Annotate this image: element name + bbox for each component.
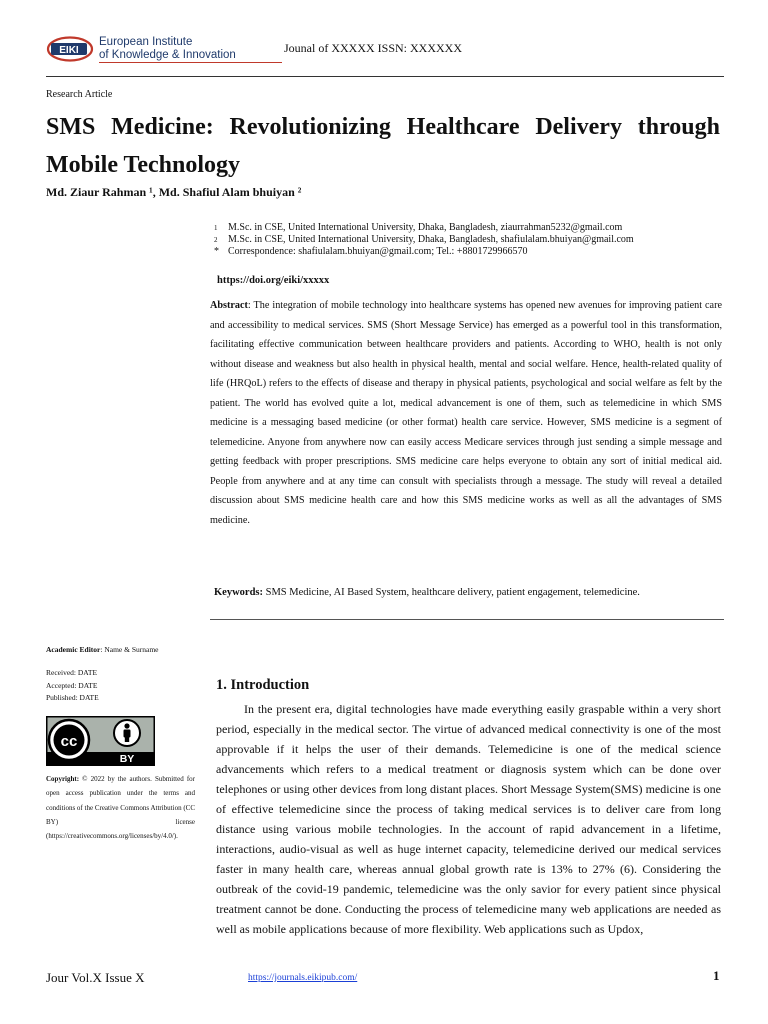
correspondence-mark: * (214, 246, 219, 257)
affiliation-2 (214, 234, 724, 246)
keywords-text: SMS Medicine, AI Based System, healthcare delivery, patient engagement, telemedicine. (263, 587, 640, 598)
published-date: Published: DATE (46, 693, 99, 702)
correspondence (214, 246, 724, 258)
journal-logo (46, 33, 246, 65)
institute-name (99, 36, 236, 62)
logo-underline (99, 62, 282, 63)
editor-label: Academic Editor (46, 645, 101, 654)
cc-icon (49, 720, 89, 760)
editor-name: : Name & Surname (100, 645, 159, 654)
institute-name-line1: European Institute (99, 36, 193, 48)
footer-volume-issue: Jour Vol.X Issue X (46, 970, 145, 985)
author-list: Md. Ziaur Rahman ¹, Md. Shafiul Alam bhuiyan ² (46, 185, 302, 199)
abstract (210, 296, 722, 530)
attribution-icon (114, 720, 140, 746)
keywords-label: Keywords: (214, 587, 263, 598)
accepted-date: Accepted: DATE (46, 680, 98, 690)
keywords (214, 587, 724, 598)
section-heading-introduction: 1. Introduction (216, 677, 310, 693)
received-date: Received: DATE (46, 668, 98, 677)
affiliation-text: M.Sc. in CSE, United International University, Dhaka, Bangladesh, shafiulalam.bhuiyan@gmail.com (228, 234, 634, 245)
page-number: 1 (713, 968, 720, 983)
correspondence-text: Correspondence: shafiulalam.bhuiyan@gmail.com; Tel.: +8801729966570 (228, 246, 528, 257)
affiliation-text: M.Sc. in CSE, United International University, Dhaka, Bangladesh, ziaurrahman5232@gmail.com (228, 222, 623, 233)
keywords-divider (210, 619, 724, 620)
header-divider (46, 76, 724, 77)
logo-mark-text: EIKI (59, 45, 79, 56)
paper-title: SMS Medicine: Revolutionizing Healthcare Delivery through Mobile Technology (46, 114, 720, 178)
copyright-label: Copyright: (46, 775, 80, 783)
introduction-body: In the present era, digital technologies have made everything easily graspable within a very short period, especially in the medical sector. The virtue of advanced medical connectivity is one of the most approvable if it helps the user of their demands. Telemedicine is one of the medical science advancements which refers to a medical treatment or diagnosis system which can be done over telephones or using other devices from long distant places. Short Message System(SMS) medicine is one of effective telemedicine since the process of taking medical services is to deliver care from long distance using various mobile technologies. In the account of rapid advancement in a lifetime, interactions, audio-visual as well as huge internet capacity, telemedicine derived our medical services faster in many health care, whereas annual global growth rate is 13% to 27% (6). Considering the outbreak of the covid-19 pandemic, telemedicine was the only savior for every patient since physical treatment cannot be done. Conducting the process of telemedicine many web applications are needed as well as mobile applications because of more flexibility. Web applications such as Updox, (216, 702, 721, 936)
eiki-logo-icon (46, 36, 94, 62)
journal-name: Jounal of XXXXX ISSN: XXXXXX (284, 41, 462, 55)
doi-link[interactable]: https://doi.org/eiki/xxxxx (217, 275, 330, 286)
affiliations (214, 222, 724, 258)
copyright-notice (46, 772, 195, 843)
abstract-text: : The integration of mobile technology into healthcare systems has opened new avenues for improving patient care and accessibility to medical services. SMS (Short Message Service) has emerged as a powerful tool in this transformation, facilitating effective communication between healthcare providers and patients. According to WHO, health is not only without disease and weakness but also health in physical health, mental and social welfare. Hence, health-related quality of life (HRQoL) refers to the effects of disease and therapy in physical patients, psychological and social welfare as felt by the patient. The world has evolved quite a lot, medical advancement is one of them, such as telemedicine in which SMS medicine is a messaging based medicine (or other format) health care service. However, SMS medicine is a segment of telemedicine. Anyone from anywhere now can easily access Medicare services through just sending a simple message and getting feedback with proper prescriptions. SMS medicine care helps everyone to obtain any sort of initial medical aid. People from anywhere and at any time can consult with specialists through a message. The study will reveal a detailed discussion about SMS medicine health care and how this SMS medicine works as well as all the advantages of SMS medicine. (210, 300, 722, 526)
affiliation-1 (214, 222, 724, 234)
cc-by-label: BY (119, 753, 135, 765)
journal-website-link[interactable]: https://journals.eikipub.com/ (248, 973, 358, 983)
institute-name-line2: of Knowledge & Innovation (99, 49, 236, 61)
svg-text:cc: cc (60, 733, 78, 750)
article-type: Research Article (46, 89, 113, 100)
copyright-text: © 2022 by the authors. Submitted for open access publication under the terms and conditions of the Creative Commons Attribution (CC BY) license (https://creativecommons.org/licenses/by/4.0/). (46, 775, 195, 841)
academic-editor (46, 645, 159, 654)
publication-dates (46, 667, 99, 705)
affiliation-mark: 1 (214, 224, 218, 232)
abstract-label: Abstract (210, 300, 248, 311)
cc-by-license-badge[interactable] (46, 716, 155, 766)
affiliation-mark: 2 (214, 236, 218, 244)
